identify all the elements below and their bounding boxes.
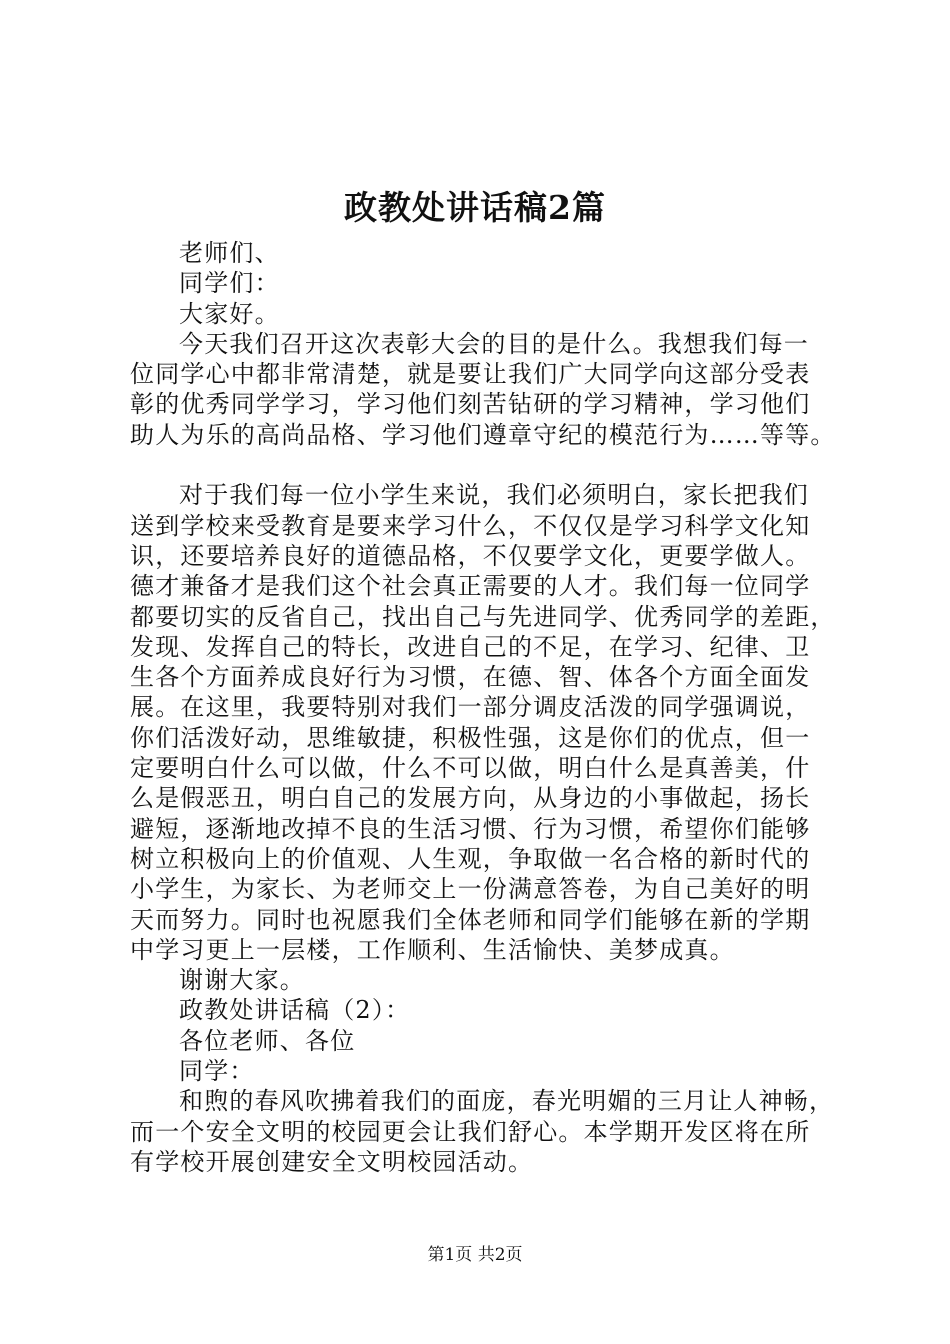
text-line: 大家好。 — [179, 299, 280, 328]
document-title: 政教处讲话稿2篇 — [344, 188, 606, 227]
text-line: 谢谢大家。 — [179, 966, 305, 995]
text-line: 各位老师、各位 — [179, 1026, 356, 1055]
text-line: 么是假恶丑，明白自己的发展方向，从身边的小事做起，扬长 — [130, 784, 811, 813]
text-line: 中学习更上一层楼，工作顺利、生活愉快、美梦成真。 — [130, 935, 735, 964]
text-line: 德才兼备才是我们这个社会真正需要的人才。我们每一位同学 — [130, 572, 811, 601]
text-line: 小学生，为家长、为老师交上一份满意答卷，为自己美好的明 — [130, 875, 811, 904]
text-line: 天而努力。同时也祝愿我们全体老师和同学们能够在新的学期 — [130, 905, 811, 934]
text-line: 都要切实的反省自己，找出自己与先进同学、优秀同学的差距， — [130, 602, 836, 631]
text-line: 政教处讲话稿（2）： — [179, 996, 411, 1025]
text-line: 树立积极向上的价值观、人生观，争取做一名合格的新时代的 — [130, 844, 811, 873]
text-line: 彰的优秀同学学习，学习他们刻苦钻研的学习精神，学习他们 — [130, 390, 811, 419]
text-line: 和煦的春风吹拂着我们的面庞，春光明媚的三月让人神畅， — [179, 1087, 835, 1116]
text-line: 定要明白什么可以做，什么不可以做，明白什么是真善美，什 — [130, 754, 811, 783]
text-line: 同学： — [179, 1057, 255, 1086]
text-line: 送到学校来受教育是要来学习什么，不仅仅是学习科学文化知 — [130, 511, 811, 540]
text-line: 生各个方面养成良好行为习惯，在德、智、体各个方面全面发 — [130, 663, 811, 692]
blank-line — [130, 450, 850, 480]
text-line: 而一个安全文明的校园更会让我们舒心。本学期开发区将在所 — [130, 1117, 811, 1146]
text-line: 有学校开展创建安全文明校园活动。 — [130, 1147, 534, 1176]
page-footer: 第1页 共2页 — [427, 1245, 523, 1265]
text-line: 识，还要培养良好的道德品格，不仅要学文化，更要学做人。 — [130, 541, 811, 570]
text-line: 避短，逐渐地改掉不良的生活习惯、行为习惯，希望你们能够 — [130, 814, 811, 843]
text-line: 今天我们召开这次表彰大会的目的是什么。我想我们每一 — [179, 329, 809, 358]
text-line: 展。在这里，我要特别对我们一部分调皮活泼的同学强调说， — [130, 693, 811, 722]
text-line: 助人为乐的高尚品格、学习他们遵章守纪的模范行为……等等。 — [130, 420, 836, 449]
text-line: 对于我们每一位小学生来说，我们必须明白，家长把我们 — [179, 481, 809, 510]
text-line: 你们活泼好动，思维敏捷，积极性强，这是你们的优点，但一 — [130, 723, 811, 752]
text-line: 老师们、 — [179, 239, 280, 267]
text-line: 位同学心中都非常清楚，就是要让我们广大同学向这部分受表 — [130, 360, 811, 389]
text-line: 同学们： — [179, 269, 280, 298]
text-line: 发现、发挥自己的特长，改进自己的不足，在学习、纪律、卫 — [130, 632, 811, 661]
document-body — [130, 238, 850, 1177]
